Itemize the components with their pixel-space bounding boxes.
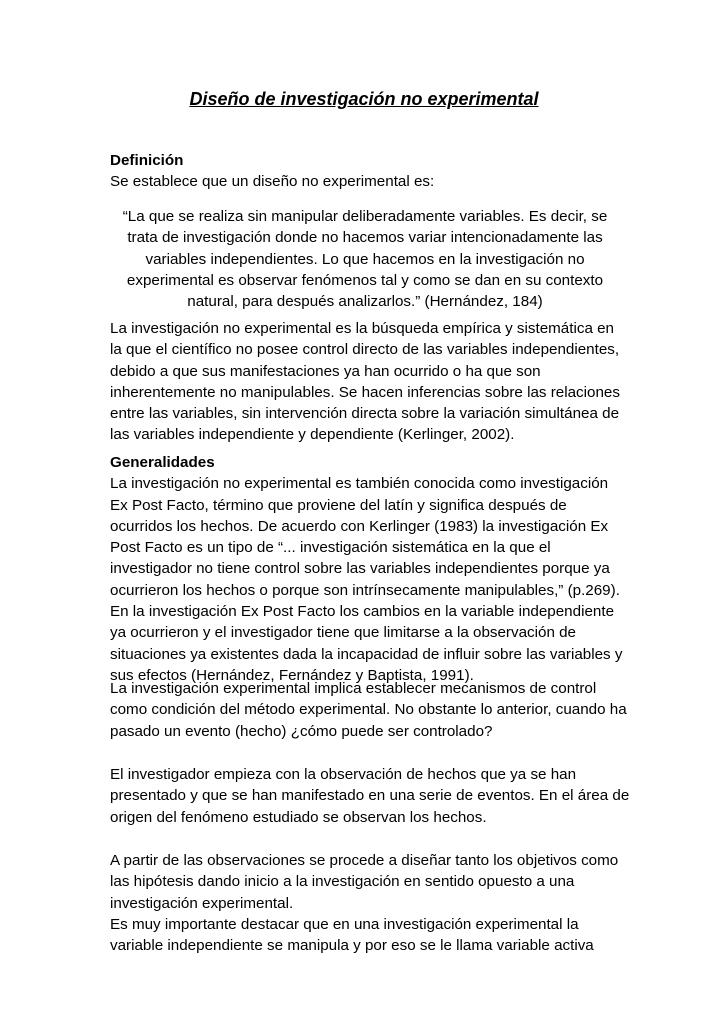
generalidades-paragraph-3: El investigador empieza con la observación de hechos que ya se han presentado y que se han manifestado en una serie de eventos. En el área de origen del fenómeno estudiado se observan los hechos. xyxy=(110,766,630,826)
generalidades-paragraph-5: Es muy importante destacar que en una investigación experimental la variable independiente se manipula y por eso se le llama variable activa xyxy=(110,916,594,955)
generalidades-paragraph-2: La investigación experimental implica establecer mecanismos de control como condición del método experimental. No obstante lo anterior, cuando ha pasado un evento (hecho) ¿cómo puede ser controlado? xyxy=(110,680,627,740)
definition-paragraph: La investigación no experimental es la búsqueda empírica y sistemática en la que el científico no posee control directo de las variables independientes, debido a que sus manifestaciones ya han ocurrido o ha que son inherentemente no manipulables. Se hacen inferencias sobre las relaciones entre las variables, sin intervención directa sobre la variación simultánea de las variables independiente y dependiente (Kerlinger, 2002). xyxy=(110,320,620,444)
definition-section xyxy=(110,150,630,193)
definition-intro: Se establece que un diseño no experimental es: xyxy=(110,173,435,191)
generalidades-paragraph-1: La investigación no experimental es también conocida como investigación Ex Post Facto, término que proviene del latín y significa después de ocurridos los hechos. De acuerdo con Kerlinger (1983) la investigación Ex Post Facto es un tipo de “... investigación sistemática en la que el investigador no tiene control sobre las variables independientes porque ya ocurrieron los hechos o porque son intrínsecamente manipulables,” (p.269). En la investigación Ex Post Facto los cambios en la variable independiente ya ocurrieron y el investigador tiene que limitarse a la observación de situaciones ya existentes dada la incapacidad de influir sobre las variables y sus efectos (Hernández, Fernández y Baptista, 1991). xyxy=(110,475,623,684)
generalidades-heading: Generalidades xyxy=(110,454,215,471)
definition-heading: Definición xyxy=(110,152,184,169)
definition-quote: “La que se realiza sin manipular deliberadamente variables. Es decir, se trata de investigación donde no hacemos variar intencionadamente las variables independientes. Lo que hacemos en la investigación no experimental es observar fenómenos tal y como se dan en su contexto natural, para después analizarlos.” (Hernández, 184) xyxy=(122,208,608,311)
document-title: Diseño de investigación no experimental xyxy=(189,89,539,109)
generalidades-paragraph-4: A partir de las observaciones se procede a diseñar tanto los objetivos como las hipótesis dando inicio a la investigación en sentido opuesto a una investigación experimental. xyxy=(110,852,619,912)
generalidades-section xyxy=(110,452,630,686)
